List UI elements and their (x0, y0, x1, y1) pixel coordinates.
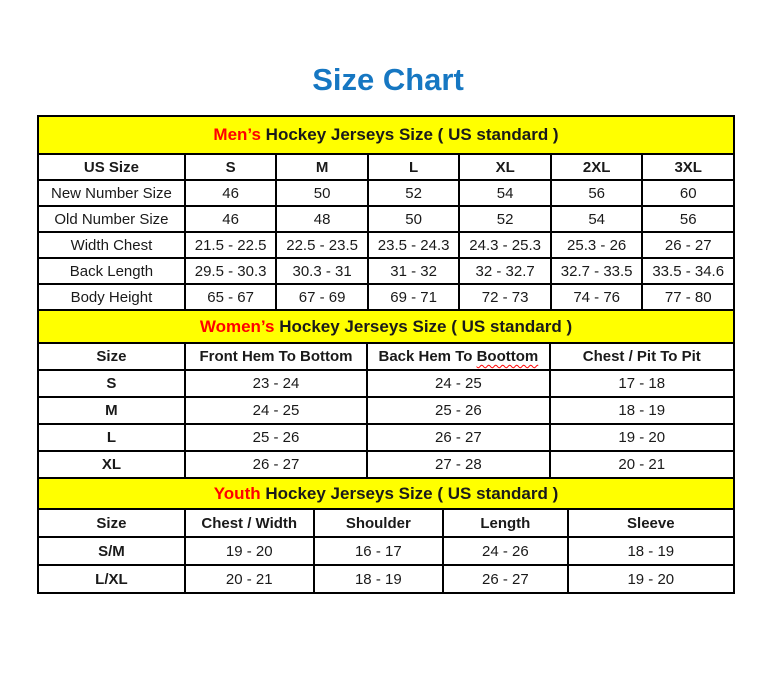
cell: 23.5 - 24.3 (368, 232, 460, 258)
cell: 52 (368, 180, 460, 206)
cell: 26 - 27 (367, 424, 549, 451)
size-chart-tables (37, 115, 735, 594)
table-row (38, 397, 734, 424)
cell: 30.3 - 31 (276, 258, 368, 284)
table-row (38, 180, 734, 206)
cell: 33.5 - 34.6 (642, 258, 734, 284)
youth-banner-row (38, 478, 734, 509)
cell: 24 - 25 (367, 370, 549, 397)
row-label: New Number Size (38, 180, 185, 206)
cell: 54 (551, 206, 643, 232)
column-header-xl: XL (459, 154, 551, 180)
row-label: L (38, 424, 185, 451)
cell: 50 (276, 180, 368, 206)
youth-banner-rest: Hockey Jerseys Size ( US standard ) (260, 483, 559, 503)
page-title: Size Chart (312, 62, 464, 97)
cell: 46 (185, 206, 277, 232)
cell: 65 - 67 (185, 284, 277, 310)
cell: 24 - 26 (443, 537, 568, 565)
cell: 56 (642, 206, 734, 232)
mens-banner-prefix: Men’s (213, 125, 261, 144)
column-header-size: Size (38, 343, 185, 370)
row-label: Back Length (38, 258, 185, 284)
table-row (38, 206, 734, 232)
table-row (38, 537, 734, 565)
mens-banner-row (38, 116, 734, 154)
cell: 46 (185, 180, 277, 206)
column-header-m: M (276, 154, 368, 180)
cell: 72 - 73 (459, 284, 551, 310)
column-header-length: Length (443, 509, 568, 537)
back-hem-misspelled-word: Boottom (476, 348, 539, 365)
cell: 26 - 27 (185, 451, 367, 478)
cell: 27 - 28 (367, 451, 549, 478)
table-row (38, 370, 734, 397)
cell: 25.3 - 26 (551, 232, 643, 258)
cell: 74 - 76 (551, 284, 643, 310)
cell: 20 - 21 (550, 451, 734, 478)
row-label: S/M (38, 537, 185, 565)
cell: 19 - 20 (185, 537, 314, 565)
row-label: Old Number Size (38, 206, 185, 232)
womens-banner-row (38, 310, 734, 343)
row-label: XL (38, 451, 185, 478)
row-label: L/XL (38, 565, 185, 593)
column-header-2xl: 2XL (551, 154, 643, 180)
cell: 24.3 - 25.3 (459, 232, 551, 258)
mens-size-table (37, 115, 735, 311)
column-header-sleeve: Sleeve (568, 509, 734, 537)
womens-size-table (37, 309, 735, 479)
table-row (38, 424, 734, 451)
cell: 67 - 69 (276, 284, 368, 310)
row-label: S (38, 370, 185, 397)
cell: 69 - 71 (368, 284, 460, 310)
cell: 32.7 - 33.5 (551, 258, 643, 284)
youth-size-table (37, 477, 735, 594)
cell: 20 - 21 (185, 565, 314, 593)
cell: 16 - 17 (314, 537, 443, 565)
cell: 77 - 80 (642, 284, 734, 310)
column-header-3xl: 3XL (642, 154, 734, 180)
cell: 50 (368, 206, 460, 232)
table-row (38, 451, 734, 478)
column-header-shoulder: Shoulder (314, 509, 443, 537)
cell: 24 - 25 (185, 397, 367, 424)
column-header-l: L (368, 154, 460, 180)
cell: 26 - 27 (642, 232, 734, 258)
table-row (38, 232, 734, 258)
womens-section-banner (38, 310, 734, 343)
cell: 18 - 19 (314, 565, 443, 593)
cell: 17 - 18 (550, 370, 734, 397)
back-hem-label-part: Back Hem To (378, 348, 477, 365)
row-label: Width Chest (38, 232, 185, 258)
cell: 56 (551, 180, 643, 206)
column-header-s: S (185, 154, 277, 180)
row-label: Body Height (38, 284, 185, 310)
cell: 18 - 19 (550, 397, 734, 424)
column-header-back-hem (367, 343, 549, 370)
column-header-front-hem: Front Hem To Bottom (185, 343, 367, 370)
womens-banner-rest: Hockey Jerseys Size ( US standard ) (274, 316, 573, 336)
column-header-chest-pit: Chest / Pit To Pit (550, 343, 734, 370)
cell: 60 (642, 180, 734, 206)
cell: 54 (459, 180, 551, 206)
row-label: M (38, 397, 185, 424)
column-header-size: Size (38, 509, 185, 537)
cell: 22.5 - 23.5 (276, 232, 368, 258)
mens-banner-rest: Hockey Jerseys Size ( US standard ) (260, 125, 559, 144)
cell: 32 - 32.7 (459, 258, 551, 284)
column-header-chest-width: Chest / Width (185, 509, 314, 537)
table-row (38, 284, 734, 310)
womens-banner-prefix: Women’s (199, 316, 275, 336)
youth-section-banner (38, 478, 734, 509)
mens-section-banner (38, 116, 734, 154)
mens-header-row (38, 154, 734, 180)
cell: 31 - 32 (368, 258, 460, 284)
cell: 19 - 20 (550, 424, 734, 451)
cell: 18 - 19 (568, 537, 734, 565)
table-row (38, 565, 734, 593)
cell: 48 (276, 206, 368, 232)
cell: 25 - 26 (367, 397, 549, 424)
cell: 23 - 24 (185, 370, 367, 397)
cell: 29.5 - 30.3 (185, 258, 277, 284)
table-row (38, 258, 734, 284)
cell: 26 - 27 (443, 565, 568, 593)
womens-header-row (38, 343, 734, 370)
cell: 25 - 26 (185, 424, 367, 451)
youth-banner-prefix: Youth (213, 483, 261, 503)
cell: 19 - 20 (568, 565, 734, 593)
column-header-us-size: US Size (38, 154, 185, 180)
cell: 52 (459, 206, 551, 232)
cell: 21.5 - 22.5 (185, 232, 277, 258)
youth-header-row (38, 509, 734, 537)
